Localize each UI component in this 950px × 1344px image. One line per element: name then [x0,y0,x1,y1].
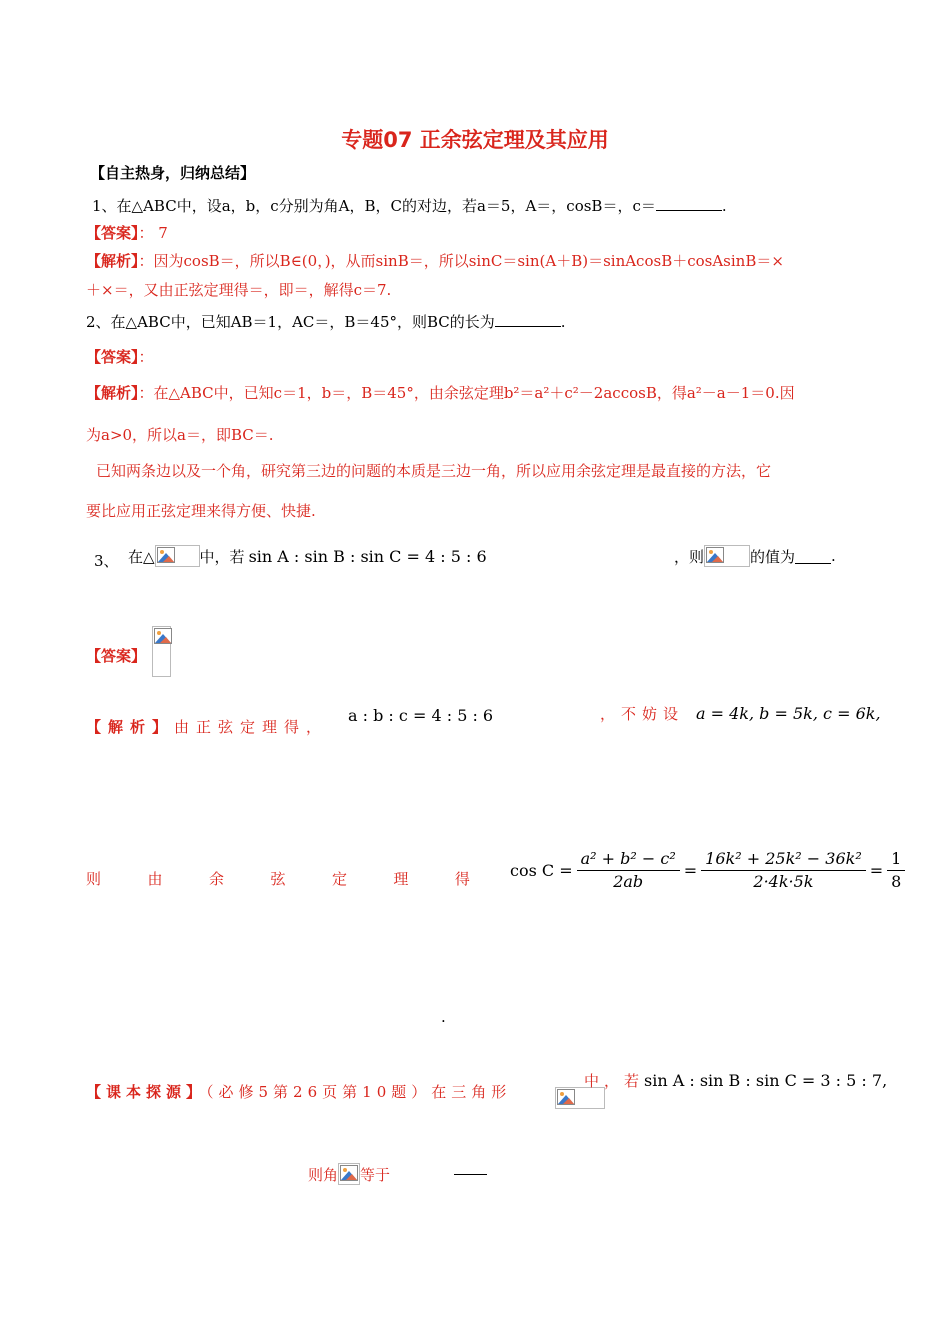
q3-cos-word: 定 [331,870,347,888]
q2-note-line2: 要比应用正弦定理来得方便、快捷. [86,502,316,520]
q3-analysis-label: 【解析】 [86,718,175,736]
q3-frac1-den: 2ab [613,872,644,891]
q1-analysis-text1: ：因为cosB＝，所以B∈(0，)，从而sinB＝，所以sinC＝sin(A＋B)＝sinAcosB＋cosAsinB＝× [138,252,784,270]
q3-assume-expr: a = 4k, b = 5k, c = 6k, [696,704,881,723]
q3-end-dot: . [441,1008,446,1026]
q2-analysis-line1 [86,382,795,403]
q3-equals: = [683,861,698,880]
q2-answer-value: ： [138,348,154,366]
q3-blank [795,549,831,564]
image-placeholder-icon [157,547,175,563]
q3-cos-word: 由 [147,870,163,888]
image-placeholder-icon [557,1089,575,1105]
q3-frac3-den: 8 [891,872,902,891]
page-title: 专题07 正余弦定理及其应用 [341,128,609,152]
source-text: （必修5第26页第10题）在三角形 [206,1083,512,1101]
q1-question: 1、在△ABC中，设a，b，c分别为角A，B，C的对边，若a＝5，A＝，cosB＝，c＝ [92,197,656,215]
source-blank [454,1174,487,1175]
q1-answer-value: ： 7 [138,224,168,242]
q3-cos-word: 弦 [270,870,286,888]
source-label: 【课本探源】 [86,1083,207,1101]
broken-image-icon [338,1163,360,1185]
image-placeholder-icon [340,1165,358,1181]
q1-analysis-line1 [86,250,784,271]
source-tail: 等于 [360,1165,391,1184]
q3-number: 3、 [94,552,119,570]
q3-ratio: a : b : c = 4 : 5 : 6 [348,706,494,725]
q3-cos-word: 余 [208,870,224,888]
q1-text: 1、在△ABC中，设a，b，c分别为角A，B，C的对边，若a＝5，A＝，cosB＝，c＝ . [92,197,727,215]
q3-frac3 [887,848,905,893]
q2-answer-label: 【答案】 [86,348,139,366]
q3-period: . [831,547,836,565]
q2-text: 2、在△ABC中，已知AB＝1，AC＝，B＝45°，则BC的长为 . [86,313,566,331]
q3-equals: = [869,861,884,880]
broken-image-icon [152,626,171,677]
q3-analysis-text: 由正弦定理得， [174,718,329,736]
q3-frac1 [577,848,680,893]
q3-cos-word: 则 [86,870,102,888]
source-line [86,1081,511,1102]
q3-cos-formula [510,848,905,893]
q1-answer-label: 【答案】 [86,224,139,242]
q2-note-line1: 已知两条边以及一个角，研究第三边的问题的本质是三边一角，所以应用余弦定理是最直接的方法，它 [96,462,772,480]
image-placeholder-icon [706,547,724,563]
q1-analysis-label: 【解析】 [86,252,139,270]
q3-tail: 的值为 [750,547,796,566]
q2-analysis-text1: ：在△ABC中，已知c＝1，b＝，B＝45°，由余弦定理b²＝a²＋c²－2accosB，得a²－a－1＝0.因 [138,384,795,402]
q3-assume: ，不妨设 [600,705,685,723]
q2-analysis-label: 【解析】 [86,384,139,402]
q3-cos-words [86,868,470,889]
q3-frac2-num: 16k² + 25k² − 36k² [701,848,866,871]
q3-frac3-num: 1 [887,848,905,871]
q3-analysis [86,716,328,737]
q3-question-end [674,545,836,567]
q3-cos-lhs: cos C = [510,861,573,880]
broken-image-icon [155,545,200,567]
q3-frac2-den: 2·4k·5k [753,872,814,891]
q2-analysis-line2: 为a>0，所以a＝，即BC＝. [86,426,274,444]
image-placeholder-icon [154,628,172,644]
source-mid: 中，若 [584,1072,645,1090]
source-condition: sin A : sin B : sin C = 3 : 5 : 7, [644,1071,888,1090]
q3-frac1-num: a² + b² − c² [577,848,680,871]
q3-condition: sin A : sin B : sin C = 4 : 5 : 6 [248,546,487,566]
q1-analysis-line2: ＋×＝，又由正弦定理得＝，即＝，解得c＝7. [86,281,392,299]
q2-answer [86,346,154,367]
q1-answer [86,222,168,243]
q3-pre: 在△ [128,547,155,566]
q1-blank [656,196,722,211]
q2-blank [495,312,561,327]
q3-cos-word: 得 [454,870,470,888]
q3-answer-label: 【答案】 [86,647,147,665]
source-then: 则角 [308,1165,339,1184]
q3-mid: 中，若 [199,547,245,566]
q2-question: 2、在△ABC中，已知AB＝1，AC＝，B＝45°，则BC的长为 [86,313,495,331]
q3-cos-word: 理 [393,870,409,888]
broken-image-icon [704,545,750,567]
source-question [308,1163,390,1185]
q3-then: ，则 [674,547,705,566]
q3-frac2 [701,848,866,893]
q3-question-start [128,545,487,567]
section-heading: 【自主热身，归纳总结】 [90,164,256,182]
